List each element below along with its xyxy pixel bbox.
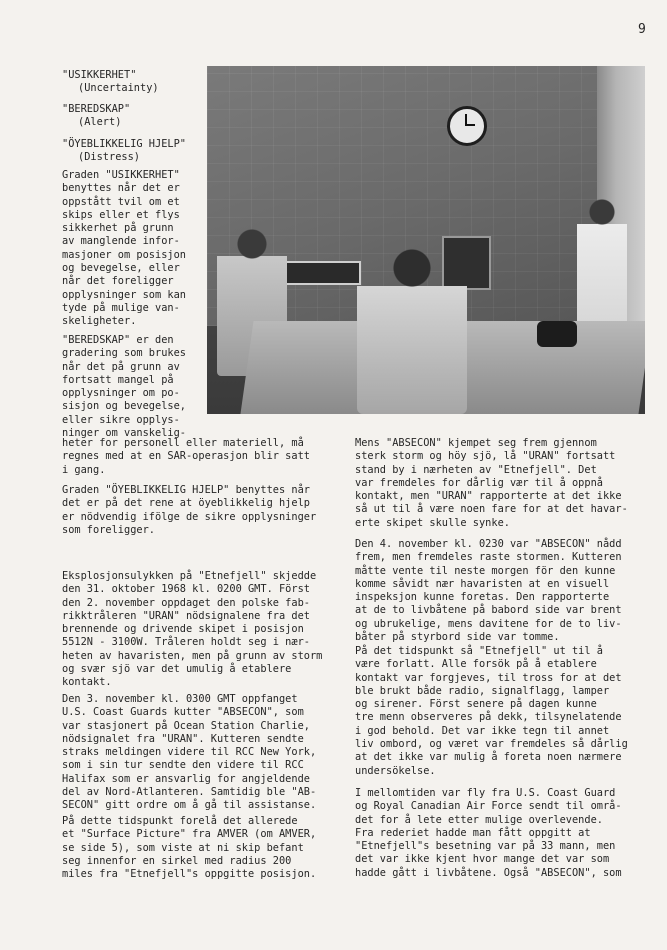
article-paragraph-3: På dette tidspunkt forelå det allerede et "Surface Picture" fra AMVER (om AMVER, se side 5), som viste at ni skip befant seg innenfor en sirkel med radius 200 miles fra "Etnefjell"s oppgitte posisjon. bbox=[62, 815, 317, 881]
article-paragraph-1: Eksplosjonsulykken på "Etnefjell" skjedde den 31. oktober 1968 kl. 0200 GMT. Först den 2. november oppdaget den polske fab- rikktråleren "URAN" nödsignalene fra det brennende og drivende skipet i posisjon 5512N - 3100W. Tråleren holdt seg i nær- heten av havaristen, men på grunn av storm og svær sjö var det umulig å etablere kontakt. bbox=[62, 570, 323, 689]
level-uncertainty-name: "USIKKERHET" bbox=[62, 69, 137, 81]
wall-clock-icon bbox=[447, 106, 487, 146]
operator-center bbox=[357, 246, 467, 414]
uncertainty-paragraph: Graden "USIKKERHET" benyttes når det er oppstått tvil om et skips eller et flys sikkerhet på grunn av manglende infor- masjoner om posisjon og bevegelse, eller når det foreligger opplysninger som kan tyde på mulige van- skeligheter. bbox=[62, 169, 186, 328]
alert-paragraph: "BEREDSKAP" er den gradering som brukes når det på grunn av fortsatt mangel på opplysninger om po- sisjon og bevegelse, eller sikre opplys- ninger om vanskelig- bbox=[62, 334, 186, 440]
distress-paragraph: Graden "ÖYEBLIKKELIG HJELP" benyttes når det er på det rene at öyeblikkelig hjelp er nödvendig ifölge de sikre opplysninger som foreligger. bbox=[62, 484, 317, 536]
page-number: 9 bbox=[638, 22, 646, 37]
rescue-coordination-center-photo bbox=[207, 66, 645, 414]
article-paragraph-2: Den 3. november kl. 0300 GMT oppfanget U.S. Coast Guards kutter "ABSECON", som var stasjonert på Ocean Station Charlie, nödsignalet fra "URAN". Kutteren sendte straks meldingen videre til RCC New York, som i sin tur sendte den videre til RCC Halifax som er ansvarlig for angjeldende del av Nord-Atlanteren. Samtidig ble "AB- SECON" gitt ordre om å gå til assistanse. bbox=[62, 693, 317, 812]
level-distress-name: "ÖYEBLIKKELIG HJELP" bbox=[62, 138, 186, 150]
level-alert-name: "BEREDSKAP" bbox=[62, 103, 131, 115]
article-paragraph-5: Den 4. november kl. 0230 var "ABSECON" nådd frem, men fremdeles raste stormen. Kutteren måtte vente til neste morgen för den kunne komme såvidt nær havaristen at en visuell inspeksjon kunne foretas. Den rapporterte at de to livbåtene på babord side var brent og ubrukelige, mens davitene for de to liv- båter på styrbord side var tomme. bbox=[355, 538, 622, 644]
level-alert-translation: (Alert) bbox=[78, 116, 122, 128]
alert-paragraph-continuation: heter for personell eller materiell, må regnes med at en SAR-operasjon blir satt i gang. bbox=[62, 437, 310, 476]
article-paragraph-4: Mens "ABSECON" kjempet seg frem gjennom sterk storm og höy sjö, lå "URAN" fortsatt stand by i nærheten av "Etnefjell". Det var fremdeles for dårlig vær til å oppnå kontakt, men "URAN" rapporterte at det ikke så ut til å være noen fare for at det havar- erte skipet skulle synke. bbox=[355, 437, 628, 529]
level-distress-translation: (Distress) bbox=[78, 151, 140, 163]
article-paragraph-7: I mellomtiden var fly fra U.S. Coast Guard og Royal Canadian Air Force sendt til områ- det for å lete etter mulige overlevende. Fra rederiet hadde man fått oppgitt at "Etnefjell"s besetning var på 33 mann, men det var ikke kjent hvor mange det var som hadde gått i livbåtene. Også "ABSECON", som bbox=[355, 787, 622, 879]
article-paragraph-6: På det tidspunkt så "Etnefjell" ut til å være forlatt. Alle forsök på å etablere kontakt var forgjeves, til tross for at det ble brukt både radio, signalflagg, lamper og sirener. Först senere på dagen kunne tre menn observeres på dekk, tilsynelatende i god behold. Det var ikke tegn til annet liv ombord, og været var fremdeles så dårlig at det ikke var mulig å foreta noen nærmere undersökelse. bbox=[355, 645, 628, 777]
radio-console bbox=[277, 261, 361, 285]
telephone-icon bbox=[537, 321, 577, 347]
level-uncertainty-translation: (Uncertainty) bbox=[78, 82, 159, 94]
